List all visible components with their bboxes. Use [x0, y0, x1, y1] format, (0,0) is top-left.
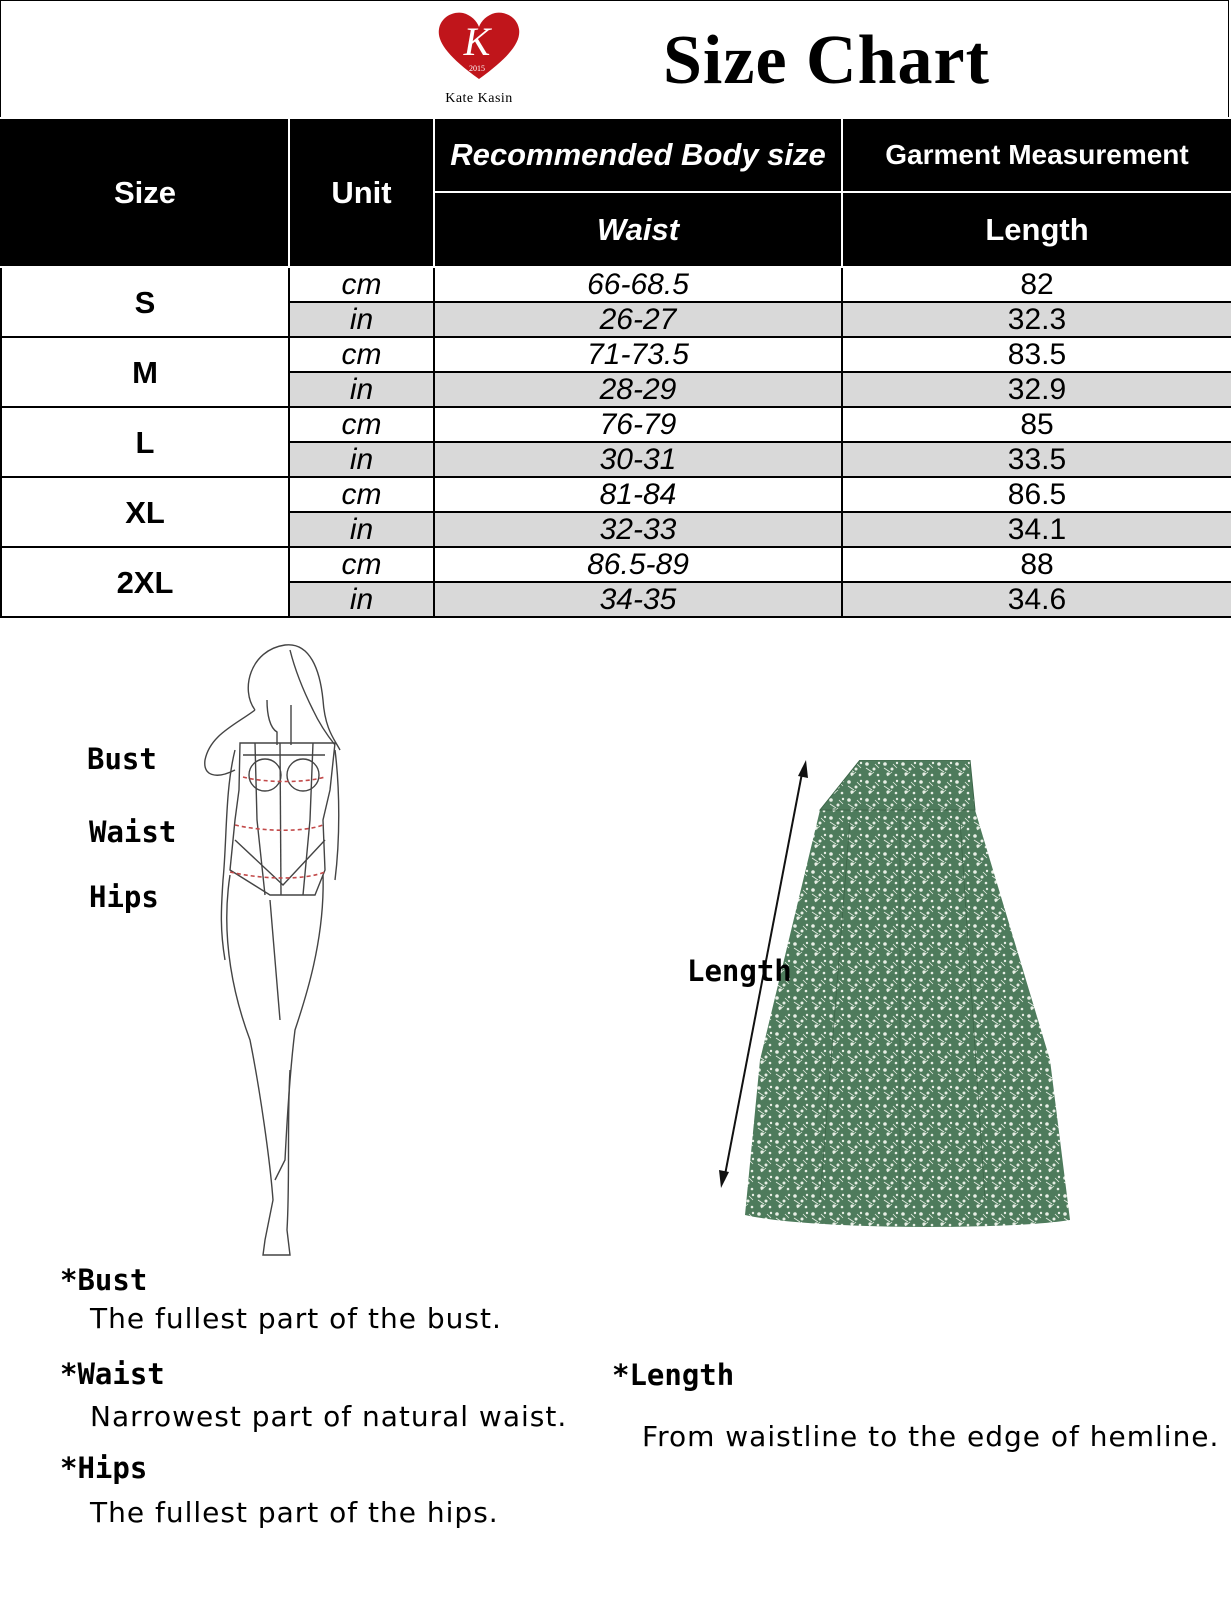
length-cell: 85 [842, 407, 1231, 442]
length-cell: 88 [842, 547, 1231, 582]
bust-definition-heading: *Bust [60, 1263, 148, 1297]
brand-name: Kate Kasin [445, 91, 513, 106]
waist-definition-heading: *Waist [60, 1357, 165, 1391]
waist-cell: 86.5-89 [434, 547, 842, 582]
header-size: Size [1, 118, 289, 267]
body-figure-illustration [195, 640, 365, 1280]
brand-logo [429, 11, 529, 111]
length-cell: 34.6 [842, 582, 1231, 617]
length-cell: 33.5 [842, 442, 1231, 477]
header-unit: Unit [289, 118, 434, 267]
unit-cell: cm [289, 547, 434, 582]
unit-cell: in [289, 302, 434, 337]
waist-cell: 34-35 [434, 582, 842, 617]
size-cell: XL [1, 477, 289, 547]
table-row [1, 477, 1231, 512]
svg-text:K: K [463, 19, 491, 64]
header-garment-measurement: Garment Measurement [842, 118, 1231, 192]
table-row [1, 337, 1231, 372]
size-cell: 2XL [1, 547, 289, 617]
waist-cell: 26-27 [434, 302, 842, 337]
length-cell: 86.5 [842, 477, 1231, 512]
header-waist: Waist [434, 192, 842, 267]
page-title: Size Chart [663, 22, 990, 99]
length-cell: 32.3 [842, 302, 1231, 337]
waist-cell: 66-68.5 [434, 267, 842, 302]
size-table [0, 117, 1231, 618]
waist-cell: 28-29 [434, 372, 842, 407]
waist-cell: 32-33 [434, 512, 842, 547]
length-cell: 32.9 [842, 372, 1231, 407]
unit-cell: in [289, 442, 434, 477]
length-cell: 34.1 [842, 512, 1231, 547]
waist-cell: 76-79 [434, 407, 842, 442]
length-definition-text: From waistline to the edge of hemline. [642, 1420, 1220, 1453]
waist-cell: 81-84 [434, 477, 842, 512]
unit-cell: cm [289, 337, 434, 372]
length-label: Length [687, 954, 792, 988]
table-row [1, 407, 1231, 442]
waist-cell: 30-31 [434, 442, 842, 477]
size-cell: M [1, 337, 289, 407]
header-length: Length [842, 192, 1231, 267]
table-row [1, 547, 1231, 582]
unit-cell: in [289, 512, 434, 547]
header-recommended-body-size: Recommended Body size [434, 118, 842, 192]
unit-cell: cm [289, 407, 434, 442]
heart-logo-icon [437, 11, 521, 81]
svg-text:2015: 2015 [469, 64, 485, 73]
waist-cell: 71-73.5 [434, 337, 842, 372]
unit-cell: in [289, 372, 434, 407]
size-cell: L [1, 407, 289, 477]
size-cell: S [1, 267, 289, 337]
hips-definition-heading: *Hips [60, 1451, 148, 1485]
bust-definition-text: The fullest part of the bust. [90, 1302, 502, 1335]
unit-cell: cm [289, 477, 434, 512]
bust-label: Bust [87, 742, 157, 776]
length-definition-heading: *Length [612, 1358, 735, 1392]
unit-cell: cm [289, 267, 434, 302]
unit-cell: in [289, 582, 434, 617]
length-cell: 82 [842, 267, 1231, 302]
waist-definition-text: Narrowest part of natural waist. [90, 1400, 568, 1433]
header [0, 0, 1229, 117]
hips-definition-text: The fullest part of the hips. [90, 1496, 499, 1529]
waist-label: Waist [89, 815, 177, 849]
table-row [1, 267, 1231, 302]
hips-label: Hips [89, 880, 159, 914]
length-cell: 83.5 [842, 337, 1231, 372]
